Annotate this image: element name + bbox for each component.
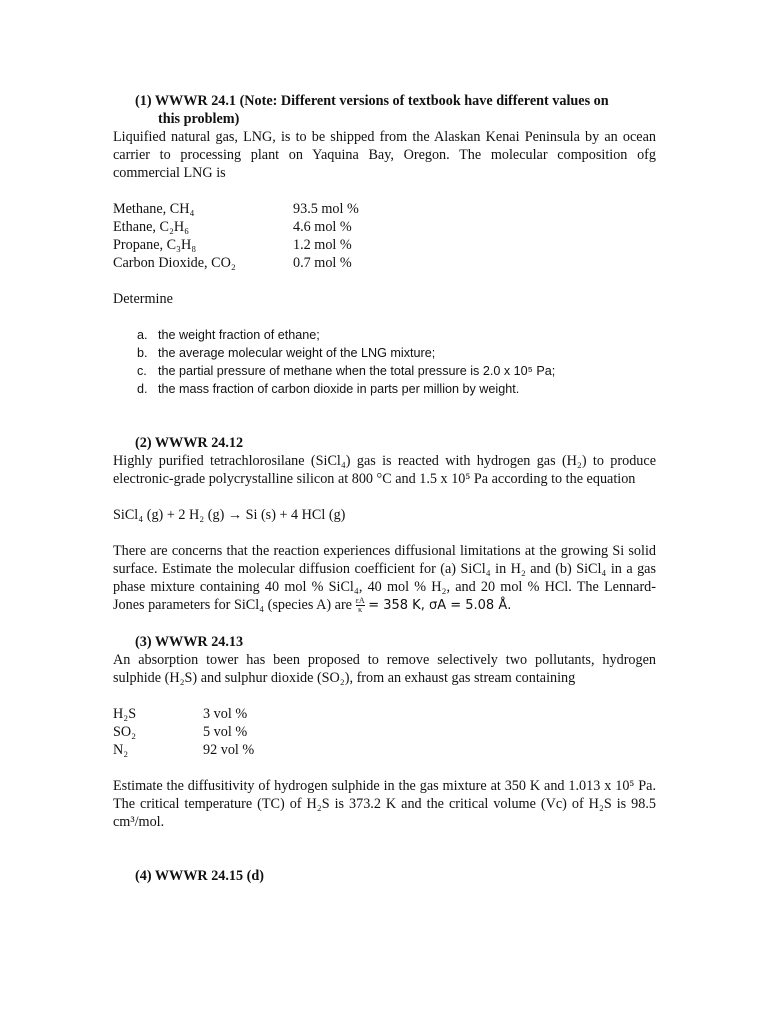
reaction-equation: SiCl₄ (g) + 2 H₂ (g) → Si (s) + 4 HCl (g) xyxy=(113,507,346,523)
list-item: a. the weight fraction of ethane; xyxy=(137,328,320,342)
table-row: Carbon Dioxide, CO₂ 0.7 mol % xyxy=(113,255,352,271)
gas-composition-table xyxy=(113,705,254,759)
problem-1-subquestions xyxy=(113,326,656,398)
problem-1-header-line2: this problem) xyxy=(158,111,240,127)
determine-label: Determine xyxy=(113,291,173,307)
document-page xyxy=(113,92,656,885)
table-row: H₂S 3 vol % xyxy=(113,706,248,722)
problem-3-header: (3) WWWR 24.13 xyxy=(135,634,244,650)
list-item: b. the average molecular weight of the LNG mixture; xyxy=(137,346,436,360)
problem-3-body: Estimate the diffusitivity of hydrogen sulphide in the gas mixture at 350 K and 1.013 x 10⁵ Pa. The critical temperature (TC) of H₂S is 373.2 K and the critical volume (Vc) of H₂S is 98.5 cm³/mol. xyxy=(113,778,656,830)
problem-2-intro: Highly purified tetrachlorosilane (SiCl₄) gas is reacted with hydrogen gas (H₂) to produce electronic-grade polycrystalline silicon at 800 °C and 1.5 x 10⁵ Pa according to the equation xyxy=(113,453,656,487)
lng-composition-table xyxy=(113,200,359,272)
problem-4-header: (4) WWWR 24.15 (d) xyxy=(135,868,264,884)
table-row: Ethane, C₂H₆ 4.6 mol % xyxy=(113,219,352,235)
problem-1-header xyxy=(113,92,656,128)
problem-2-header: (2) WWWR 24.12 xyxy=(135,435,244,451)
table-row: N₂ 92 vol % xyxy=(113,742,255,758)
list-item: c. the partial pressure of methane when the total pressure is 2.0 x 10⁵ Pa; xyxy=(137,364,556,378)
lj-fraction: $\frac{\varepsilon A}{\kappa}$ xyxy=(355,596,365,615)
problem-2-body: There are concerns that the reaction experiences diffusional limitations at the growing Si solid surface. Estimate the molecular diffusion coefficient for (a) SiCl₄ in H₂ and (b) SiCl₄ in a gas phase mixture containing 40 mol % SiCl₄, 40 mol % H₂, and 20 mol % HCl. The Lennard-Jones parameters for SiCl₄ (species A) are $\frac{\varepsilon A}{\kappa}$ = 358 K, σA = 5.08 Å. xyxy=(113,543,656,615)
table-row: SO₂ 5 vol % xyxy=(113,724,248,740)
problem-1-header-line1: (1) WWWR 24.1 (Note: Different versions of textbook have different values on xyxy=(135,93,609,109)
table-row: Methane, CH₄ 93.5 mol % xyxy=(113,201,359,217)
table-row: Propane, C₃H₈ 1.2 mol % xyxy=(113,237,352,253)
problem-1-intro: Liquified natural gas, LNG, is to be shipped from the Alaskan Kenai Peninsula by an ocean carrier to processing plant on Yaquina Bay, Oregon. The molecular composition ofg commercial LNG is xyxy=(113,129,656,181)
lj-values: = 358 K, σA = 5.08 Å. xyxy=(368,598,512,613)
list-item: d. the mass fraction of carbon dioxide in parts per million by weight. xyxy=(137,382,520,396)
problem-3-intro: An absorption tower has been proposed to remove selectively two pollutants, hydrogen sulphide (H₂S) and sulphur dioxide (SO₂), from an exhaust gas stream containing xyxy=(113,652,656,686)
